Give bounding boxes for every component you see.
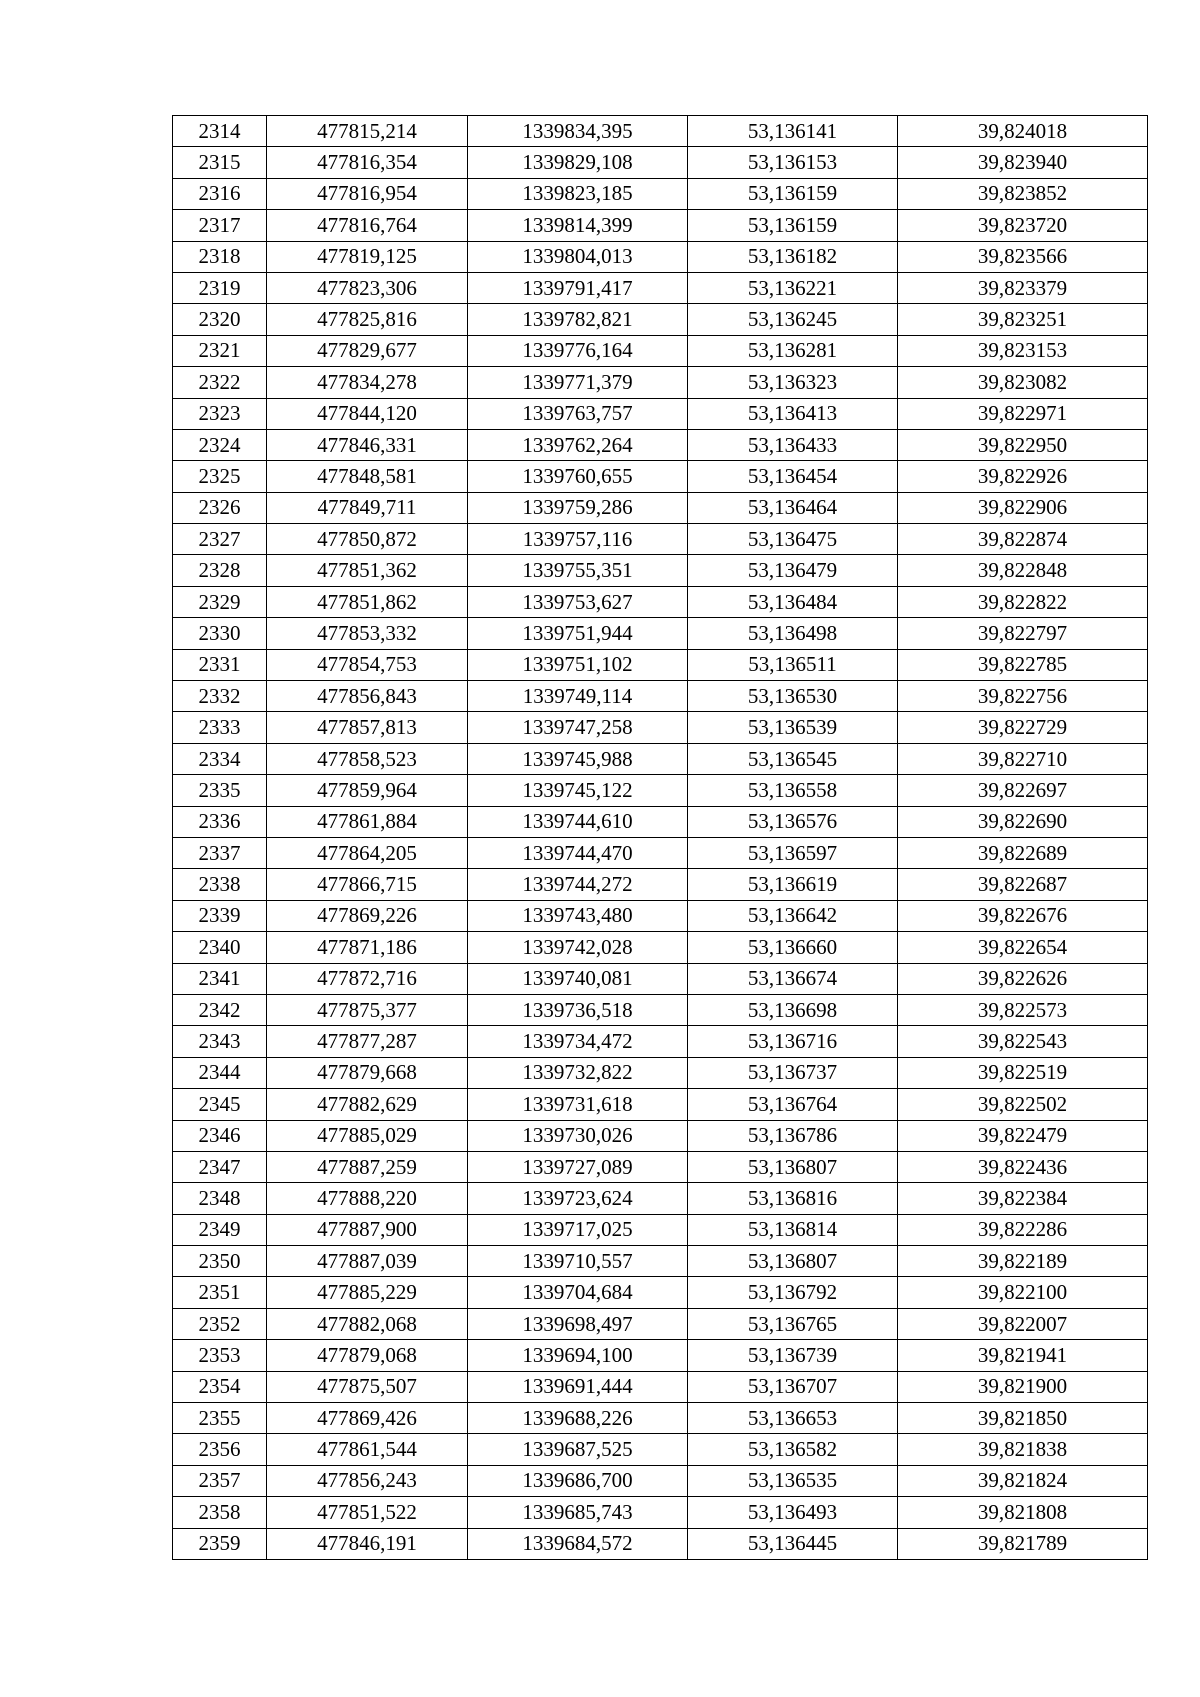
longitude-cell: 39,821850 bbox=[898, 1403, 1148, 1434]
latitude-cell: 53,136582 bbox=[688, 1434, 898, 1465]
longitude-cell: 39,822654 bbox=[898, 932, 1148, 963]
table-row bbox=[173, 1465, 1148, 1496]
x-coordinate-cell: 477858,523 bbox=[267, 743, 468, 774]
table-row bbox=[173, 1403, 1148, 1434]
latitude-cell: 53,136698 bbox=[688, 994, 898, 1025]
latitude-cell: 53,136619 bbox=[688, 869, 898, 900]
table-row bbox=[173, 869, 1148, 900]
point-number-cell: 2345 bbox=[173, 1089, 267, 1120]
longitude-cell: 39,821824 bbox=[898, 1465, 1148, 1496]
point-number-cell: 2323 bbox=[173, 398, 267, 429]
longitude-cell: 39,822848 bbox=[898, 555, 1148, 586]
x-coordinate-cell: 477877,287 bbox=[267, 1026, 468, 1057]
y-coordinate-cell: 1339743,480 bbox=[468, 900, 688, 931]
latitude-cell: 53,136221 bbox=[688, 272, 898, 303]
y-coordinate-cell: 1339730,026 bbox=[468, 1120, 688, 1151]
latitude-cell: 53,136535 bbox=[688, 1465, 898, 1496]
latitude-cell: 53,136454 bbox=[688, 461, 898, 492]
x-coordinate-cell: 477875,507 bbox=[267, 1371, 468, 1402]
coordinates-table-body bbox=[173, 116, 1148, 1560]
latitude-cell: 53,136707 bbox=[688, 1371, 898, 1402]
x-coordinate-cell: 477859,964 bbox=[267, 775, 468, 806]
point-number-cell: 2320 bbox=[173, 304, 267, 335]
y-coordinate-cell: 1339684,572 bbox=[468, 1528, 688, 1559]
longitude-cell: 39,822519 bbox=[898, 1057, 1148, 1088]
y-coordinate-cell: 1339688,226 bbox=[468, 1403, 688, 1434]
point-number-cell: 2342 bbox=[173, 994, 267, 1025]
point-number-cell: 2339 bbox=[173, 900, 267, 931]
latitude-cell: 53,136539 bbox=[688, 712, 898, 743]
latitude-cell: 53,136323 bbox=[688, 367, 898, 398]
table-row bbox=[173, 1183, 1148, 1214]
x-coordinate-cell: 477851,522 bbox=[267, 1497, 468, 1528]
point-number-cell: 2337 bbox=[173, 837, 267, 868]
x-coordinate-cell: 477887,039 bbox=[267, 1246, 468, 1277]
y-coordinate-cell: 1339749,114 bbox=[468, 681, 688, 712]
table-row bbox=[173, 900, 1148, 931]
point-number-cell: 2322 bbox=[173, 367, 267, 398]
longitude-cell: 39,822479 bbox=[898, 1120, 1148, 1151]
table-row bbox=[173, 241, 1148, 272]
y-coordinate-cell: 1339740,081 bbox=[468, 963, 688, 994]
table-row bbox=[173, 1497, 1148, 1528]
point-number-cell: 2353 bbox=[173, 1340, 267, 1371]
longitude-cell: 39,822690 bbox=[898, 806, 1148, 837]
latitude-cell: 53,136545 bbox=[688, 743, 898, 774]
point-number-cell: 2344 bbox=[173, 1057, 267, 1088]
y-coordinate-cell: 1339698,497 bbox=[468, 1308, 688, 1339]
x-coordinate-cell: 477869,426 bbox=[267, 1403, 468, 1434]
latitude-cell: 53,136182 bbox=[688, 241, 898, 272]
longitude-cell: 39,823940 bbox=[898, 147, 1148, 178]
y-coordinate-cell: 1339771,379 bbox=[468, 367, 688, 398]
x-coordinate-cell: 477844,120 bbox=[267, 398, 468, 429]
y-coordinate-cell: 1339823,185 bbox=[468, 178, 688, 209]
point-number-cell: 2332 bbox=[173, 681, 267, 712]
y-coordinate-cell: 1339691,444 bbox=[468, 1371, 688, 1402]
y-coordinate-cell: 1339685,743 bbox=[468, 1497, 688, 1528]
table-row bbox=[173, 1371, 1148, 1402]
table-row bbox=[173, 649, 1148, 680]
point-number-cell: 2348 bbox=[173, 1183, 267, 1214]
table-row bbox=[173, 586, 1148, 617]
x-coordinate-cell: 477849,711 bbox=[267, 492, 468, 523]
point-number-cell: 2327 bbox=[173, 524, 267, 555]
x-coordinate-cell: 477864,205 bbox=[267, 837, 468, 868]
point-number-cell: 2350 bbox=[173, 1246, 267, 1277]
longitude-cell: 39,823852 bbox=[898, 178, 1148, 209]
point-number-cell: 2341 bbox=[173, 963, 267, 994]
longitude-cell: 39,822785 bbox=[898, 649, 1148, 680]
x-coordinate-cell: 477882,629 bbox=[267, 1089, 468, 1120]
latitude-cell: 53,136475 bbox=[688, 524, 898, 555]
longitude-cell: 39,822689 bbox=[898, 837, 1148, 868]
latitude-cell: 53,136413 bbox=[688, 398, 898, 429]
y-coordinate-cell: 1339704,684 bbox=[468, 1277, 688, 1308]
latitude-cell: 53,136141 bbox=[688, 116, 898, 147]
latitude-cell: 53,136642 bbox=[688, 900, 898, 931]
point-number-cell: 2316 bbox=[173, 178, 267, 209]
latitude-cell: 53,136765 bbox=[688, 1308, 898, 1339]
y-coordinate-cell: 1339732,822 bbox=[468, 1057, 688, 1088]
x-coordinate-cell: 477850,872 bbox=[267, 524, 468, 555]
y-coordinate-cell: 1339834,395 bbox=[468, 116, 688, 147]
latitude-cell: 53,136807 bbox=[688, 1151, 898, 1182]
point-number-cell: 2359 bbox=[173, 1528, 267, 1559]
point-number-cell: 2324 bbox=[173, 429, 267, 460]
longitude-cell: 39,822822 bbox=[898, 586, 1148, 617]
x-coordinate-cell: 477834,278 bbox=[267, 367, 468, 398]
y-coordinate-cell: 1339723,624 bbox=[468, 1183, 688, 1214]
y-coordinate-cell: 1339762,264 bbox=[468, 429, 688, 460]
longitude-cell: 39,822906 bbox=[898, 492, 1148, 523]
y-coordinate-cell: 1339727,089 bbox=[468, 1151, 688, 1182]
table-row bbox=[173, 524, 1148, 555]
point-number-cell: 2349 bbox=[173, 1214, 267, 1245]
latitude-cell: 53,136493 bbox=[688, 1497, 898, 1528]
point-number-cell: 2315 bbox=[173, 147, 267, 178]
longitude-cell: 39,822676 bbox=[898, 900, 1148, 931]
x-coordinate-cell: 477882,068 bbox=[267, 1308, 468, 1339]
point-number-cell: 2358 bbox=[173, 1497, 267, 1528]
y-coordinate-cell: 1339731,618 bbox=[468, 1089, 688, 1120]
y-coordinate-cell: 1339753,627 bbox=[468, 586, 688, 617]
x-coordinate-cell: 477885,229 bbox=[267, 1277, 468, 1308]
table-row bbox=[173, 1246, 1148, 1277]
x-coordinate-cell: 477825,816 bbox=[267, 304, 468, 335]
latitude-cell: 53,136445 bbox=[688, 1528, 898, 1559]
table-row bbox=[173, 681, 1148, 712]
x-coordinate-cell: 477819,125 bbox=[267, 241, 468, 272]
latitude-cell: 53,136159 bbox=[688, 210, 898, 241]
point-number-cell: 2330 bbox=[173, 618, 267, 649]
y-coordinate-cell: 1339744,470 bbox=[468, 837, 688, 868]
table-row bbox=[173, 1120, 1148, 1151]
table-row bbox=[173, 367, 1148, 398]
y-coordinate-cell: 1339742,028 bbox=[468, 932, 688, 963]
x-coordinate-cell: 477879,668 bbox=[267, 1057, 468, 1088]
table-row bbox=[173, 806, 1148, 837]
longitude-cell: 39,824018 bbox=[898, 116, 1148, 147]
longitude-cell: 39,821900 bbox=[898, 1371, 1148, 1402]
longitude-cell: 39,823251 bbox=[898, 304, 1148, 335]
point-number-cell: 2334 bbox=[173, 743, 267, 774]
latitude-cell: 53,136153 bbox=[688, 147, 898, 178]
table-row bbox=[173, 775, 1148, 806]
longitude-cell: 39,823082 bbox=[898, 367, 1148, 398]
y-coordinate-cell: 1339736,518 bbox=[468, 994, 688, 1025]
latitude-cell: 53,136479 bbox=[688, 555, 898, 586]
longitude-cell: 39,822687 bbox=[898, 869, 1148, 900]
point-number-cell: 2343 bbox=[173, 1026, 267, 1057]
table-row bbox=[173, 712, 1148, 743]
table-row bbox=[173, 1528, 1148, 1559]
latitude-cell: 53,136558 bbox=[688, 775, 898, 806]
y-coordinate-cell: 1339744,610 bbox=[468, 806, 688, 837]
table-row bbox=[173, 116, 1148, 147]
y-coordinate-cell: 1339747,258 bbox=[468, 712, 688, 743]
x-coordinate-cell: 477887,900 bbox=[267, 1214, 468, 1245]
table-row bbox=[173, 492, 1148, 523]
table-row bbox=[173, 1151, 1148, 1182]
latitude-cell: 53,136807 bbox=[688, 1246, 898, 1277]
point-number-cell: 2326 bbox=[173, 492, 267, 523]
latitude-cell: 53,136653 bbox=[688, 1403, 898, 1434]
y-coordinate-cell: 1339710,557 bbox=[468, 1246, 688, 1277]
x-coordinate-cell: 477887,259 bbox=[267, 1151, 468, 1182]
longitude-cell: 39,822436 bbox=[898, 1151, 1148, 1182]
y-coordinate-cell: 1339686,700 bbox=[468, 1465, 688, 1496]
x-coordinate-cell: 477857,813 bbox=[267, 712, 468, 743]
x-coordinate-cell: 477848,581 bbox=[267, 461, 468, 492]
x-coordinate-cell: 477885,029 bbox=[267, 1120, 468, 1151]
point-number-cell: 2347 bbox=[173, 1151, 267, 1182]
point-number-cell: 2321 bbox=[173, 335, 267, 366]
x-coordinate-cell: 477853,332 bbox=[267, 618, 468, 649]
x-coordinate-cell: 477815,214 bbox=[267, 116, 468, 147]
x-coordinate-cell: 477851,362 bbox=[267, 555, 468, 586]
longitude-cell: 39,823153 bbox=[898, 335, 1148, 366]
y-coordinate-cell: 1339757,116 bbox=[468, 524, 688, 555]
table-row bbox=[173, 335, 1148, 366]
y-coordinate-cell: 1339763,757 bbox=[468, 398, 688, 429]
latitude-cell: 53,136597 bbox=[688, 837, 898, 868]
longitude-cell: 39,823566 bbox=[898, 241, 1148, 272]
longitude-cell: 39,822543 bbox=[898, 1026, 1148, 1057]
longitude-cell: 39,822626 bbox=[898, 963, 1148, 994]
longitude-cell: 39,822573 bbox=[898, 994, 1148, 1025]
x-coordinate-cell: 477829,677 bbox=[267, 335, 468, 366]
longitude-cell: 39,822971 bbox=[898, 398, 1148, 429]
y-coordinate-cell: 1339791,417 bbox=[468, 272, 688, 303]
latitude-cell: 53,136816 bbox=[688, 1183, 898, 1214]
latitude-cell: 53,136716 bbox=[688, 1026, 898, 1057]
table-row bbox=[173, 1089, 1148, 1120]
point-number-cell: 2331 bbox=[173, 649, 267, 680]
longitude-cell: 39,822697 bbox=[898, 775, 1148, 806]
point-number-cell: 2336 bbox=[173, 806, 267, 837]
longitude-cell: 39,822189 bbox=[898, 1246, 1148, 1277]
latitude-cell: 53,136159 bbox=[688, 178, 898, 209]
y-coordinate-cell: 1339687,525 bbox=[468, 1434, 688, 1465]
x-coordinate-cell: 477872,716 bbox=[267, 963, 468, 994]
y-coordinate-cell: 1339829,108 bbox=[468, 147, 688, 178]
table-row bbox=[173, 932, 1148, 963]
latitude-cell: 53,136511 bbox=[688, 649, 898, 680]
table-row bbox=[173, 1308, 1148, 1339]
y-coordinate-cell: 1339745,988 bbox=[468, 743, 688, 774]
table-row bbox=[173, 398, 1148, 429]
table-row bbox=[173, 1277, 1148, 1308]
y-coordinate-cell: 1339745,122 bbox=[468, 775, 688, 806]
table-row bbox=[173, 837, 1148, 868]
point-number-cell: 2352 bbox=[173, 1308, 267, 1339]
x-coordinate-cell: 477856,843 bbox=[267, 681, 468, 712]
table-row bbox=[173, 429, 1148, 460]
table-row bbox=[173, 272, 1148, 303]
x-coordinate-cell: 477869,226 bbox=[267, 900, 468, 931]
table-row bbox=[173, 1026, 1148, 1057]
longitude-cell: 39,822874 bbox=[898, 524, 1148, 555]
longitude-cell: 39,822100 bbox=[898, 1277, 1148, 1308]
latitude-cell: 53,136674 bbox=[688, 963, 898, 994]
latitude-cell: 53,136739 bbox=[688, 1340, 898, 1371]
coordinates-table bbox=[172, 115, 1148, 1560]
latitude-cell: 53,136484 bbox=[688, 586, 898, 617]
longitude-cell: 39,821808 bbox=[898, 1497, 1148, 1528]
point-number-cell: 2319 bbox=[173, 272, 267, 303]
longitude-cell: 39,822950 bbox=[898, 429, 1148, 460]
longitude-cell: 39,822502 bbox=[898, 1089, 1148, 1120]
table-row bbox=[173, 743, 1148, 774]
point-number-cell: 2333 bbox=[173, 712, 267, 743]
y-coordinate-cell: 1339751,944 bbox=[468, 618, 688, 649]
x-coordinate-cell: 477816,354 bbox=[267, 147, 468, 178]
table-row bbox=[173, 1057, 1148, 1088]
longitude-cell: 39,822286 bbox=[898, 1214, 1148, 1245]
y-coordinate-cell: 1339755,351 bbox=[468, 555, 688, 586]
x-coordinate-cell: 477851,862 bbox=[267, 586, 468, 617]
x-coordinate-cell: 477875,377 bbox=[267, 994, 468, 1025]
point-number-cell: 2340 bbox=[173, 932, 267, 963]
x-coordinate-cell: 477856,243 bbox=[267, 1465, 468, 1496]
longitude-cell: 39,821941 bbox=[898, 1340, 1148, 1371]
longitude-cell: 39,821789 bbox=[898, 1528, 1148, 1559]
y-coordinate-cell: 1339751,102 bbox=[468, 649, 688, 680]
y-coordinate-cell: 1339717,025 bbox=[468, 1214, 688, 1245]
latitude-cell: 53,136464 bbox=[688, 492, 898, 523]
point-number-cell: 2329 bbox=[173, 586, 267, 617]
x-coordinate-cell: 477879,068 bbox=[267, 1340, 468, 1371]
x-coordinate-cell: 477846,331 bbox=[267, 429, 468, 460]
latitude-cell: 53,136814 bbox=[688, 1214, 898, 1245]
latitude-cell: 53,136792 bbox=[688, 1277, 898, 1308]
y-coordinate-cell: 1339694,100 bbox=[468, 1340, 688, 1371]
y-coordinate-cell: 1339814,399 bbox=[468, 210, 688, 241]
point-number-cell: 2357 bbox=[173, 1465, 267, 1496]
table-row bbox=[173, 555, 1148, 586]
latitude-cell: 53,136576 bbox=[688, 806, 898, 837]
longitude-cell: 39,822926 bbox=[898, 461, 1148, 492]
longitude-cell: 39,822384 bbox=[898, 1183, 1148, 1214]
point-number-cell: 2351 bbox=[173, 1277, 267, 1308]
point-number-cell: 2356 bbox=[173, 1434, 267, 1465]
x-coordinate-cell: 477861,884 bbox=[267, 806, 468, 837]
point-number-cell: 2314 bbox=[173, 116, 267, 147]
x-coordinate-cell: 477871,186 bbox=[267, 932, 468, 963]
x-coordinate-cell: 477816,764 bbox=[267, 210, 468, 241]
latitude-cell: 53,136764 bbox=[688, 1089, 898, 1120]
longitude-cell: 39,821838 bbox=[898, 1434, 1148, 1465]
longitude-cell: 39,822756 bbox=[898, 681, 1148, 712]
x-coordinate-cell: 477823,306 bbox=[267, 272, 468, 303]
y-coordinate-cell: 1339804,013 bbox=[468, 241, 688, 272]
point-number-cell: 2338 bbox=[173, 869, 267, 900]
latitude-cell: 53,136498 bbox=[688, 618, 898, 649]
longitude-cell: 39,823379 bbox=[898, 272, 1148, 303]
y-coordinate-cell: 1339776,164 bbox=[468, 335, 688, 366]
latitude-cell: 53,136660 bbox=[688, 932, 898, 963]
point-number-cell: 2354 bbox=[173, 1371, 267, 1402]
x-coordinate-cell: 477816,954 bbox=[267, 178, 468, 209]
latitude-cell: 53,136245 bbox=[688, 304, 898, 335]
longitude-cell: 39,822729 bbox=[898, 712, 1148, 743]
latitude-cell: 53,136530 bbox=[688, 681, 898, 712]
table-row bbox=[173, 618, 1148, 649]
x-coordinate-cell: 477854,753 bbox=[267, 649, 468, 680]
x-coordinate-cell: 477861,544 bbox=[267, 1434, 468, 1465]
table-row bbox=[173, 178, 1148, 209]
longitude-cell: 39,823720 bbox=[898, 210, 1148, 241]
latitude-cell: 53,136433 bbox=[688, 429, 898, 460]
y-coordinate-cell: 1339734,472 bbox=[468, 1026, 688, 1057]
table-row bbox=[173, 210, 1148, 241]
point-number-cell: 2328 bbox=[173, 555, 267, 586]
point-number-cell: 2355 bbox=[173, 1403, 267, 1434]
x-coordinate-cell: 477866,715 bbox=[267, 869, 468, 900]
point-number-cell: 2317 bbox=[173, 210, 267, 241]
y-coordinate-cell: 1339760,655 bbox=[468, 461, 688, 492]
table-row bbox=[173, 1434, 1148, 1465]
point-number-cell: 2346 bbox=[173, 1120, 267, 1151]
longitude-cell: 39,822007 bbox=[898, 1308, 1148, 1339]
table-row bbox=[173, 461, 1148, 492]
table-row bbox=[173, 147, 1148, 178]
point-number-cell: 2318 bbox=[173, 241, 267, 272]
point-number-cell: 2335 bbox=[173, 775, 267, 806]
longitude-cell: 39,822710 bbox=[898, 743, 1148, 774]
latitude-cell: 53,136786 bbox=[688, 1120, 898, 1151]
x-coordinate-cell: 477846,191 bbox=[267, 1528, 468, 1559]
y-coordinate-cell: 1339744,272 bbox=[468, 869, 688, 900]
y-coordinate-cell: 1339782,821 bbox=[468, 304, 688, 335]
point-number-cell: 2325 bbox=[173, 461, 267, 492]
longitude-cell: 39,822797 bbox=[898, 618, 1148, 649]
table-row bbox=[173, 994, 1148, 1025]
table-row bbox=[173, 963, 1148, 994]
x-coordinate-cell: 477888,220 bbox=[267, 1183, 468, 1214]
table-row bbox=[173, 1214, 1148, 1245]
y-coordinate-cell: 1339759,286 bbox=[468, 492, 688, 523]
table-row bbox=[173, 304, 1148, 335]
latitude-cell: 53,136737 bbox=[688, 1057, 898, 1088]
table-row bbox=[173, 1340, 1148, 1371]
latitude-cell: 53,136281 bbox=[688, 335, 898, 366]
